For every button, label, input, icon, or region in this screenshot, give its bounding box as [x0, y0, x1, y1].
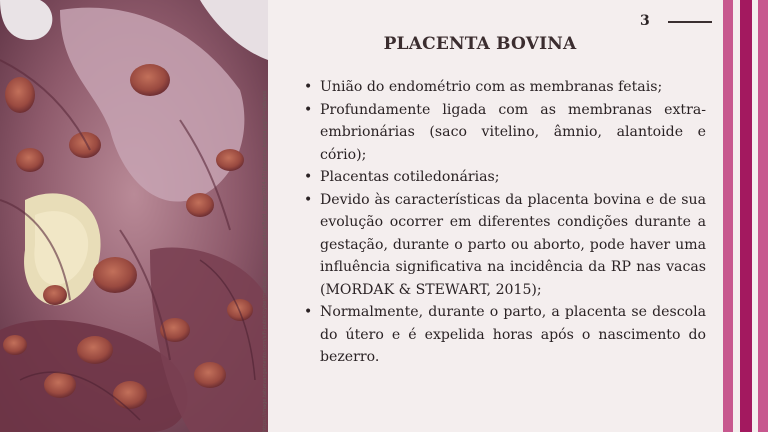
bullet-dot: •: [304, 169, 313, 185]
bullet-text: Normalmente, durante o parto, a placenta se descola do útero e é expelida horas após o nascimento do bezerro.: [320, 304, 706, 365]
image-credit: [262, 90, 270, 432]
bullet-list: [296, 76, 706, 369]
placenta-photo: [0, 0, 268, 432]
image-credit-text: https://image.tatuevangamento.com/sifi-public/cyber/medstat_vet/public-gandera/field_image/2014-07/placenta_bovina.jpg?it=ctdvwss: [262, 90, 268, 432]
bullet-item: [296, 99, 706, 167]
slide-number-rule: [668, 21, 712, 23]
bullet-text: Placentas cotiledonárias;: [320, 169, 500, 185]
bullet-dot: •: [304, 304, 313, 320]
decorative-stripe-right: [758, 0, 768, 432]
bullet-dot: •: [304, 101, 313, 118]
bullet-item: [296, 301, 706, 369]
bullet-text: Devido às características da placenta bovina e de sua evolução ocorrer em diferentes condições durante a gestação, durante o parto ou aborto, pode haver uma influência significativa na incidência da RP nas vacas (MORDAK & STEWART, 2015);: [320, 191, 706, 298]
bullet-item: [296, 189, 706, 302]
bullet-dot: •: [304, 79, 313, 95]
bullet-item: [296, 76, 706, 99]
bullet-item: [296, 166, 706, 189]
decorative-stripe-middle: [740, 0, 752, 432]
slide-title: PLACENTA BOVINA: [383, 34, 577, 54]
slide-number: 3: [640, 13, 650, 29]
bullet-text: Profundamente ligada com as membranas extra-embrionárias (saco vitelino, âmnio, alantoide e cório);: [320, 101, 706, 163]
decorative-stripe-left: [723, 0, 733, 432]
bullet-text: União do endométrio com as membranas fetais;: [320, 79, 663, 95]
bullet-dot: •: [304, 191, 313, 208]
